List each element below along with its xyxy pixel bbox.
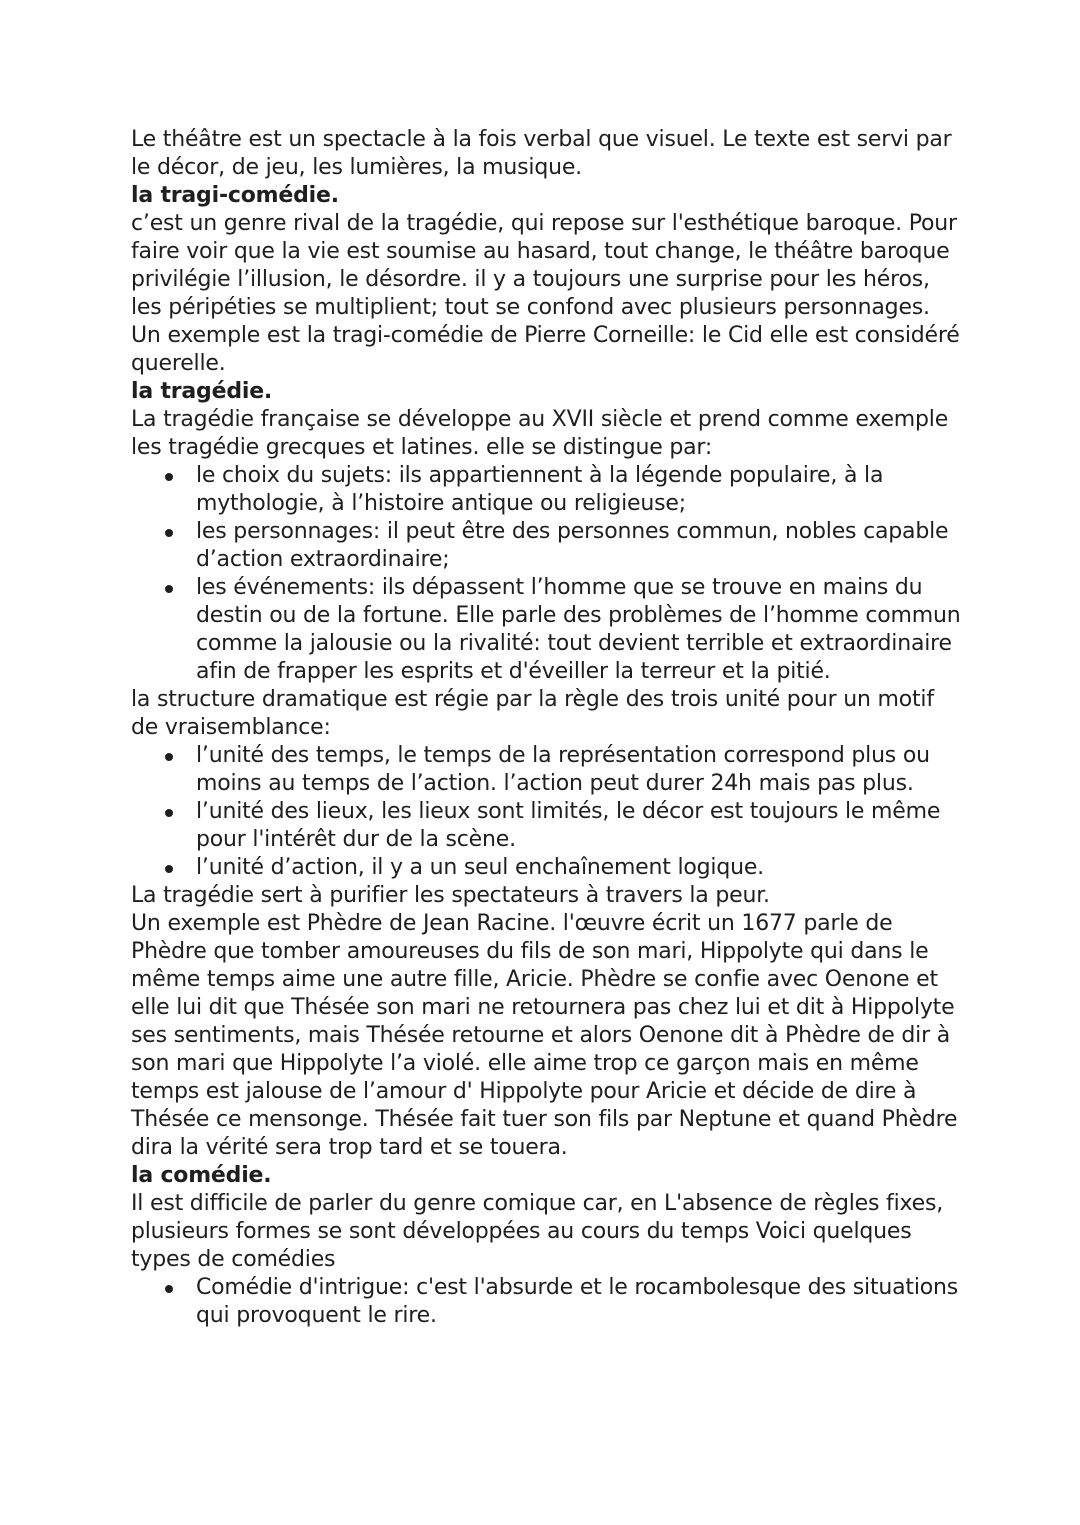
list-item [131, 518, 961, 574]
unites-list [131, 742, 961, 882]
tragedie-heading: la tragédie. [131, 379, 273, 404]
phedre-example-paragraph: Un exemple est Phèdre de Jean Racine. l'œuvre écrit un 1677 parle de Phèdre que tomber amoureuses du fils de son mari, Hippolyte qui dans le même temps aime une autre fille, Aricie. Phèdre se confie avec Oenone et elle lui dit que Thésée son mari ne retournera pas chez lui et dit à Hippolyte ses sentiments, mais Thésée retourne et alors Oenone dit à Phèdre de dir à son mari que Hippolyte l’a violé. elle aime trop ce garçon mais en même temps est jalouse de l’amour d' Hippolyte pour Aricie et décide de dire à Thésée ce mensonge. Thésée fait tuer son fils par Neptune et quand Phèdre dira la vérité sera trop tard et se touera. [131, 911, 958, 1160]
comedie-intro-paragraph: Il est difficile de parler du genre comique car, en L'absence de règles fixes, plusieurs formes se sont développées au cours du temps Voici quelques types de comédies [131, 1191, 944, 1272]
tragedie-features-list [131, 462, 961, 686]
bullet-icon [165, 865, 173, 873]
list-item-text: Comédie d'intrigue: c'est l'absurde et le rocambolesque des situations qui provoquent le rire. [196, 1275, 958, 1328]
tragedie-intro-paragraph: La tragédie française se développe au XVII siècle et prend comme exemple les tragédie grecques et latines. elle se distingue par: [131, 407, 949, 460]
bullet-icon [165, 585, 173, 593]
list-item [131, 798, 961, 854]
list-item [131, 742, 961, 798]
list-item [131, 1274, 961, 1330]
list-item-text: l’unité des temps, le temps de la représentation correspond plus ou moins au temps de l’action. l’action peut durer 24h mais pas plus. [196, 743, 930, 796]
intro-paragraph: Le théâtre est un spectacle à la fois verbal que visuel. Le texte est servi par le décor, de jeu, les lumières, la musique. [131, 127, 952, 180]
comedie-heading: la comédie. [131, 1163, 272, 1188]
list-item-text: les événements: ils dépassent l’homme que se trouve en mains du destin ou de la fortune. Elle parle des problèmes de l’homme commun comme la jalousie ou la rivalité: tout devient terrible et extraordinaire afin de frapper les esprits et d'éveiller la terreur et la pitié. [196, 575, 961, 684]
list-item [131, 574, 961, 686]
list-item [131, 854, 961, 882]
document-page [131, 126, 961, 1330]
bullet-icon [165, 809, 173, 817]
tragedie-purpose-paragraph: La tragédie sert à purifier les spectateurs à travers la peur. [131, 883, 770, 908]
list-item-text: les personnages: il peut être des personnes commun, nobles capable d’action extraordinaire; [196, 519, 949, 572]
tragicomedie-heading: la tragi-comédie. [131, 183, 339, 208]
tragicomedie-paragraph: c’est un genre rival de la tragédie, qui repose sur l'esthétique baroque. Pour faire voir que la vie est soumise au hasard, tout change, le théâtre baroque privilégie l’illusion, le désordre. il y a toujours une surprise pour les héros, les péripéties se multiplient; tout se confond avec plusieurs personnages. Un exemple est la tragi-comédie de Pierre Corneille: le Cid elle est considéré querelle. [131, 211, 960, 376]
list-item [131, 462, 961, 518]
comedie-types-list [131, 1274, 961, 1330]
list-item-text: le choix du sujets: ils appartiennent à la légende populaire, à la mythologie, à l’histoire antique ou religieuse; [196, 463, 884, 516]
bullet-icon [165, 473, 173, 481]
list-item-text: l’unité des lieux, les lieux sont limités, le décor est toujours le même pour l'intérêt dur de la scène. [196, 799, 941, 852]
bullet-icon [165, 753, 173, 761]
list-item-text: l’unité d’action, il y a un seul enchaînement logique. [196, 855, 764, 880]
bullet-icon [165, 1285, 173, 1293]
structure-intro-paragraph: la structure dramatique est régie par la règle des trois unité pour un motif de vraisemblance: [131, 687, 934, 740]
bullet-icon [165, 529, 173, 537]
